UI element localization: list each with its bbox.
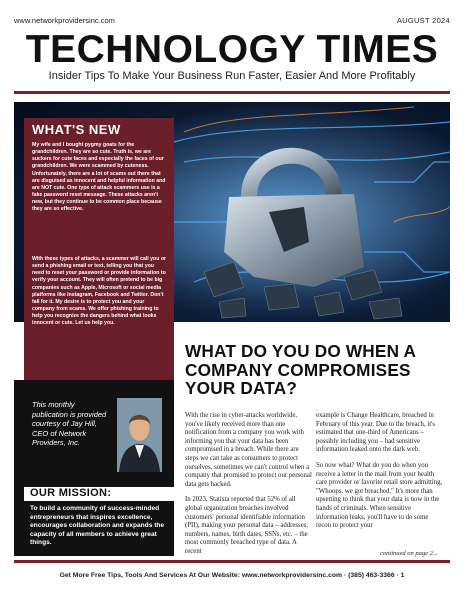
- article-paragraph: So now what? What do you do when you receive a letter in the mail from your health care provider or favorite retail store admitting, "Whoops, we got breached." It's more than upsetting to think that your data is now in the hands of criminals. When sensitive information leaks, you'll have to do some recon to protect your: [316, 461, 443, 530]
- article-column-1: [185, 412, 312, 564]
- newsletter-title: TECHNOLOGY TIMES: [25, 28, 439, 71]
- footer-text: Get More Free Tips, Tools And Services At Our Website: www.networkprovidersinc.com · (385) 463-3366 · 1: [59, 572, 405, 579]
- mission-heading: OUR MISSION:: [30, 487, 112, 499]
- whats-new-panel: [24, 118, 174, 380]
- issue-date: AUGUST 2024: [396, 16, 450, 25]
- continued-link[interactable]: continued on page 2...: [380, 550, 438, 557]
- mission-text: To build a community of success-minded entrepreneurs that inspires excellence, encourages collaboration and expands the capacity of all members to achieve great things.: [30, 505, 165, 547]
- website-url[interactable]: www.networkprovidersinc.com: [14, 16, 115, 25]
- ceo-portrait: [117, 398, 162, 472]
- article-paragraph: example is Change Healthcare, breached in February of this year. Due to the breach, it's estimated that one-third of Americans – possibly including you – had sensitive information leaked onto the dark web.: [316, 412, 436, 454]
- courtesy-note: This monthly publication is provided courtesy of Jay Hill, CEO of Network Providers, Inc.: [32, 400, 107, 447]
- whats-new-heading: WHAT'S NEW: [32, 122, 121, 137]
- top-line: [14, 16, 450, 28]
- header-divider: [14, 91, 450, 94]
- tagline: Insider Tips To Make Your Business Run Faster, Easier And More Profitably: [48, 70, 416, 82]
- article-paragraph: With the rise in cyber-attacks worldwide, you've likely received more than one notification from a company you work with informing you that your data has been compromised in a breach. While there are steps we can take as consumers to protect ourselves, sometimes we can't control when a company that promised to protect our personal data gets hacked.: [185, 412, 312, 488]
- whats-new-paragraph-1: My wife and I bought pygmy goats for the grandchildren. They are so cute. Truth is, we are suckers for cute faces and especially the faces of our grandchildren. We were scammed by cuteness. Unfortunately, there are a lot of scams out there that are disguised as innocent and helpful information and are NOT cute. One type of attack scammers use is a fake password reset message. These attacks aren't new, but they continue to be common place because they are so effective.: [32, 142, 166, 213]
- article-paragraph: In 2023, Statista reported that 52% of all global organization breaches involved customers' personal identifiable information (PII), making your personal data – addresses, numbers, names, birth dates, SSNs, etc. – the most commonly breached type of data. A recent: [185, 496, 309, 555]
- article-headline: WHAT DO YOU DO WHEN A COMPANY COMPROMISES YOUR DATA?: [185, 341, 416, 398]
- whats-new-paragraph-2: With these types of attacks, a scammer will call you or send a phishing email or text, telling you that you need to reset your password or provide information to verify your account. They will often pretend to be big companies such as Apple, Microsoft or social media platforms like Instagram, Facebook and Twitter. Don't fall for it. My desire is to protect you and your company from scams. We offer phishing training to help you recognize the dangers behind what looks innocent or cute. Let us help you.: [32, 256, 167, 327]
- article-column-2: [316, 412, 443, 538]
- footer-divider: [14, 560, 450, 563]
